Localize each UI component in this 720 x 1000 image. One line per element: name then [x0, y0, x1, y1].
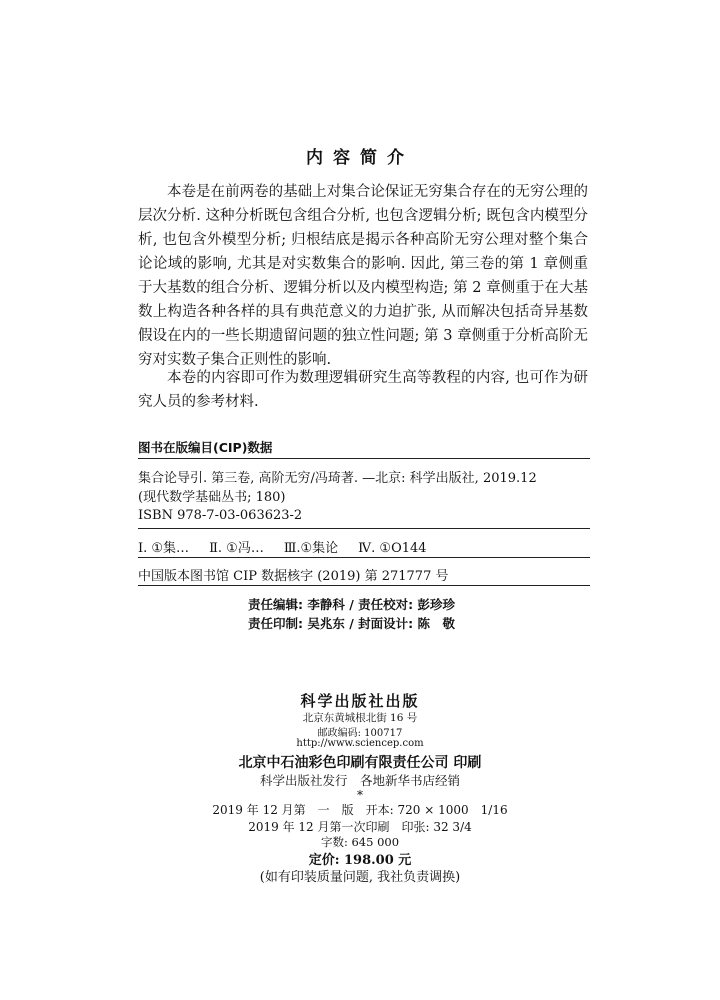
cip-divider — [138, 528, 590, 529]
cip-subject: Ⅱ. ①冯… — [209, 541, 264, 556]
publisher: 科学出版社出版 — [300, 692, 420, 710]
cip-subject: Ⅰ. ①集… — [138, 541, 190, 556]
cip-series-line: (现代数学基础丛书; 180) — [138, 490, 286, 505]
cip-heading: 图书在版编目(CIP)数据 — [138, 440, 273, 455]
cip-subject: Ⅳ. ①O144 — [358, 541, 427, 556]
edition-line: 2019 年 12 月第 一 版 开本: 720 × 1000 1/16 — [212, 803, 508, 817]
printer: 北京中石油彩色印刷有限责任公司 印刷 — [238, 755, 482, 771]
credits-line-2: 责任印制: 吴兆东 / 封面设计: 陈 敬 — [248, 616, 455, 631]
cip-divider — [138, 585, 590, 586]
cip-isbn: ISBN 978-7-03-063623-2 — [138, 508, 303, 523]
summary-paragraph-2-text: 本卷的内容即可作为数理逻辑研究生高等教程的内容, 也可作为研究人员的参考材料. — [138, 370, 588, 410]
separator-star: * — [357, 788, 363, 802]
cip-divider — [138, 458, 590, 459]
word-count: 字数: 645 000 — [320, 835, 400, 849]
credits-line-1: 责任编辑: 李静科 / 责任校对: 彭珍珍 — [248, 597, 455, 612]
summary-paragraph-1 — [138, 180, 588, 372]
price: 定价: 198.00 元 — [308, 853, 412, 868]
distributor: 科学出版社发行 各地新华书店经销 — [259, 773, 460, 788]
publisher-address: 北京东黄城根北街 16 号 — [302, 712, 418, 724]
summary-paragraph-1-text: 本卷是在前两卷的基础上对集合论保证无穷集合存在的无穷公理的层次分析. 这种分析既包含组合分析, 也包含逻辑分析; 既包含内模型分析, 也包含外模型分析; 归根结底是揭示各种高阶无穷公理对整个集合论论域的影响, 尤其是对实数集合的影响. 因此, 第三卷的第 1 章侧重于大基数的组合分析、逻辑分析以及内模型构造; 第 2 章侧重于在大基数上构造各种各样的具有典范意义的力迫扩张, 从而解决包括奇异基数假设在内的一些长期遗留问题的独立性问题; 第 3 章侧重于分析高阶无穷对实数子集合正则性的影响. — [138, 184, 588, 368]
publisher-url: http://www.sciencep.com — [296, 738, 424, 749]
cip-subject: Ⅲ.①集论 — [283, 541, 339, 556]
cip-subjects — [138, 537, 447, 556]
quality-note: (如有印装质量问题, 我社负责调换) — [259, 870, 461, 885]
postcode: 邮政编码: 100717 — [317, 728, 403, 739]
cip-divider — [138, 557, 590, 558]
printing-line: 2019 年 12 月第一次印刷 印张: 32 3/4 — [248, 820, 472, 834]
cip-number: 中国版本图书馆 CIP 数据核字 (2019) 第 271777 号 — [138, 569, 449, 584]
summary-paragraph-2 — [138, 366, 588, 414]
summary-title: 内容简介 — [306, 148, 414, 168]
cip-book-line: 集合论导引. 第三卷, 高阶无穷/冯琦著. —北京: 科学出版社, 2019.12 — [138, 471, 537, 486]
